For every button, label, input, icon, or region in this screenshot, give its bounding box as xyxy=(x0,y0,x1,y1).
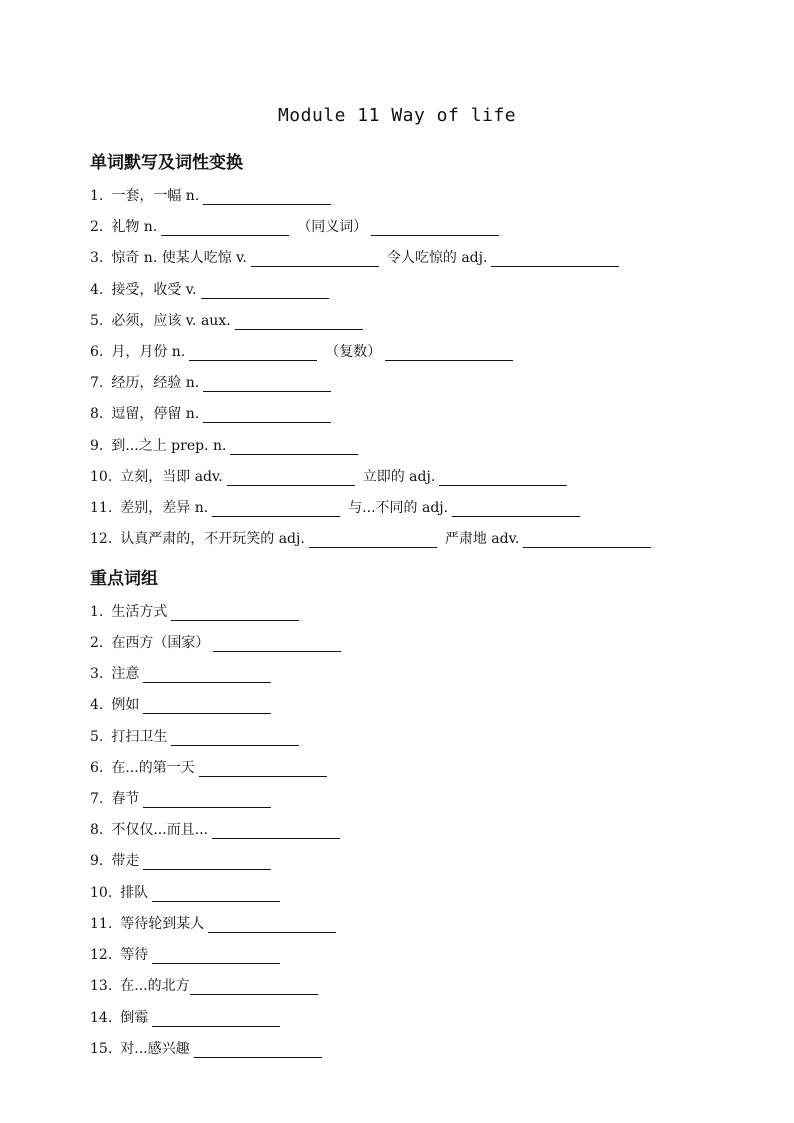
item-prompt: 差别，差异 n. xyxy=(120,500,209,516)
item-number: 5. xyxy=(90,313,104,329)
item-number: 8. xyxy=(90,406,104,422)
item-prompt: 等待 xyxy=(120,947,149,963)
item-prompt: 在...的北方 xyxy=(120,978,190,994)
item-number: 8. xyxy=(90,822,104,838)
item-number: 11. xyxy=(90,500,113,516)
answer-blank[interactable] xyxy=(194,1041,322,1058)
item-prompt-secondary: 立即的 adj. xyxy=(362,469,436,485)
vocab-item xyxy=(90,341,521,363)
answer-blank[interactable] xyxy=(523,531,651,548)
item-prompt: 排队 xyxy=(120,885,149,901)
phrase-item xyxy=(90,601,307,623)
item-prompt: 在...的第一天 xyxy=(111,760,195,776)
answer-blank[interactable] xyxy=(152,885,280,902)
vocab-item xyxy=(90,466,575,488)
item-prompt-secondary: 严肃地 adv. xyxy=(444,531,520,547)
item-number: 4. xyxy=(90,282,104,298)
answer-blank[interactable] xyxy=(190,978,318,995)
phrase-item xyxy=(90,850,279,872)
item-prompt: 打扫卫生 xyxy=(111,729,168,745)
phrase-item xyxy=(90,1007,288,1029)
phrase-item xyxy=(90,819,348,841)
item-number: 9. xyxy=(90,438,104,454)
phrase-item xyxy=(90,757,335,779)
answer-blank[interactable] xyxy=(143,853,271,870)
answer-blank[interactable] xyxy=(212,822,340,839)
phrase-item xyxy=(90,726,307,748)
item-number: 6. xyxy=(90,760,104,776)
item-number: 3. xyxy=(90,666,104,682)
item-number: 5. xyxy=(90,729,104,745)
item-prompt: 春节 xyxy=(111,791,140,807)
answer-blank[interactable] xyxy=(201,282,329,299)
item-prompt-secondary: 令人吃惊的 adj. xyxy=(386,250,488,266)
item-number: 9. xyxy=(90,853,104,869)
item-number: 2. xyxy=(90,219,104,235)
answer-blank[interactable] xyxy=(203,188,331,205)
item-prompt: 注意 xyxy=(111,666,140,682)
answer-blank[interactable] xyxy=(439,469,567,486)
vocab-item xyxy=(90,528,659,550)
answer-blank[interactable] xyxy=(235,313,363,330)
answer-blank[interactable] xyxy=(143,791,271,808)
item-prompt: 到...之上 prep. n. xyxy=(111,438,227,454)
answer-blank[interactable] xyxy=(491,250,619,267)
vocab-item xyxy=(90,247,627,269)
item-prompt: 生活方式 xyxy=(111,604,168,620)
item-prompt: 立刻，当即 adv. xyxy=(120,469,223,485)
item-number: 7. xyxy=(90,791,104,807)
item-number: 13. xyxy=(90,978,113,994)
item-number: 12. xyxy=(90,531,113,547)
answer-blank[interactable] xyxy=(152,1010,280,1027)
vocab-item xyxy=(90,216,507,238)
item-prompt: 在西方（国家） xyxy=(111,635,210,651)
page-title: Module 11 Way of life xyxy=(277,105,517,126)
item-prompt: 等待轮到某人 xyxy=(120,916,205,932)
item-prompt-secondary: （同义词） xyxy=(297,219,368,235)
item-prompt: 认真严肃的，不开玩笑的 adj. xyxy=(120,531,305,547)
vocab-item xyxy=(90,435,366,457)
item-number: 4. xyxy=(90,697,104,713)
item-number: 11. xyxy=(90,916,113,932)
answer-blank[interactable] xyxy=(385,344,513,361)
item-prompt-secondary: 与...不同的 adj. xyxy=(348,500,449,516)
item-prompt: 接受，收受 v. xyxy=(111,282,197,298)
item-prompt: 不仅仅...而且... xyxy=(111,822,209,838)
phrase-item xyxy=(90,632,349,654)
phrase-item xyxy=(90,788,279,810)
phrase-item xyxy=(90,913,344,935)
item-prompt: 例如 xyxy=(111,697,140,713)
item-prompt: 对...感兴趣 xyxy=(120,1041,190,1057)
item-prompt: 一套，一幅 n. xyxy=(111,188,200,204)
item-number: 1. xyxy=(90,188,104,204)
answer-blank[interactable] xyxy=(251,250,379,267)
item-number: 3. xyxy=(90,250,104,266)
item-number: 7. xyxy=(90,375,104,391)
phrase-item xyxy=(90,882,288,904)
item-number: 10. xyxy=(90,885,113,901)
item-number: 1. xyxy=(90,604,104,620)
section-heading-phrases: 重点词组 xyxy=(90,569,158,589)
phrase-item xyxy=(90,944,288,966)
answer-blank[interactable] xyxy=(227,469,355,486)
answer-blank[interactable] xyxy=(212,500,340,517)
item-prompt: 经历，经验 n. xyxy=(111,375,200,391)
answer-blank[interactable] xyxy=(452,500,580,517)
item-number: 12. xyxy=(90,947,113,963)
vocab-item xyxy=(90,185,339,207)
phrase-item xyxy=(90,663,279,685)
answer-blank[interactable] xyxy=(203,406,331,423)
item-prompt: 月，月份 n. xyxy=(111,344,186,360)
item-prompt-secondary: （复数） xyxy=(325,344,382,360)
answer-blank[interactable] xyxy=(189,344,317,361)
answer-blank[interactable] xyxy=(171,729,299,746)
vocab-item xyxy=(90,403,339,425)
answer-blank[interactable] xyxy=(371,219,499,236)
item-prompt: 倒霉 xyxy=(120,1010,149,1026)
answer-blank[interactable] xyxy=(309,531,437,548)
answer-blank[interactable] xyxy=(213,635,341,652)
item-prompt: 必须，应该 v. aux. xyxy=(111,313,231,329)
item-number: 14. xyxy=(90,1010,113,1026)
vocab-item xyxy=(90,279,337,301)
vocab-item xyxy=(90,310,371,332)
vocab-item xyxy=(90,497,588,519)
item-prompt: 礼物 n. xyxy=(111,219,158,235)
answer-blank[interactable] xyxy=(143,666,271,683)
item-prompt: 惊奇 n. 使某人吃惊 v. xyxy=(111,250,247,266)
item-prompt: 带走 xyxy=(111,853,140,869)
answer-blank[interactable] xyxy=(199,760,327,777)
answer-blank[interactable] xyxy=(230,438,358,455)
item-prompt: 逗留，停留 n. xyxy=(111,406,200,422)
phrase-item xyxy=(90,1038,330,1060)
answer-blank[interactable] xyxy=(143,697,271,714)
item-number: 6. xyxy=(90,344,104,360)
item-number: 15. xyxy=(90,1041,113,1057)
section-heading-vocabulary: 单词默写及词性变换 xyxy=(90,153,243,173)
phrase-item xyxy=(90,975,326,997)
answer-blank[interactable] xyxy=(152,947,280,964)
answer-blank[interactable] xyxy=(161,219,289,236)
item-number: 2. xyxy=(90,635,104,651)
answer-blank[interactable] xyxy=(203,375,331,392)
answer-blank[interactable] xyxy=(171,604,299,621)
answer-blank[interactable] xyxy=(208,916,336,933)
phrase-item xyxy=(90,694,279,716)
vocab-item xyxy=(90,372,339,394)
item-number: 10. xyxy=(90,469,113,485)
